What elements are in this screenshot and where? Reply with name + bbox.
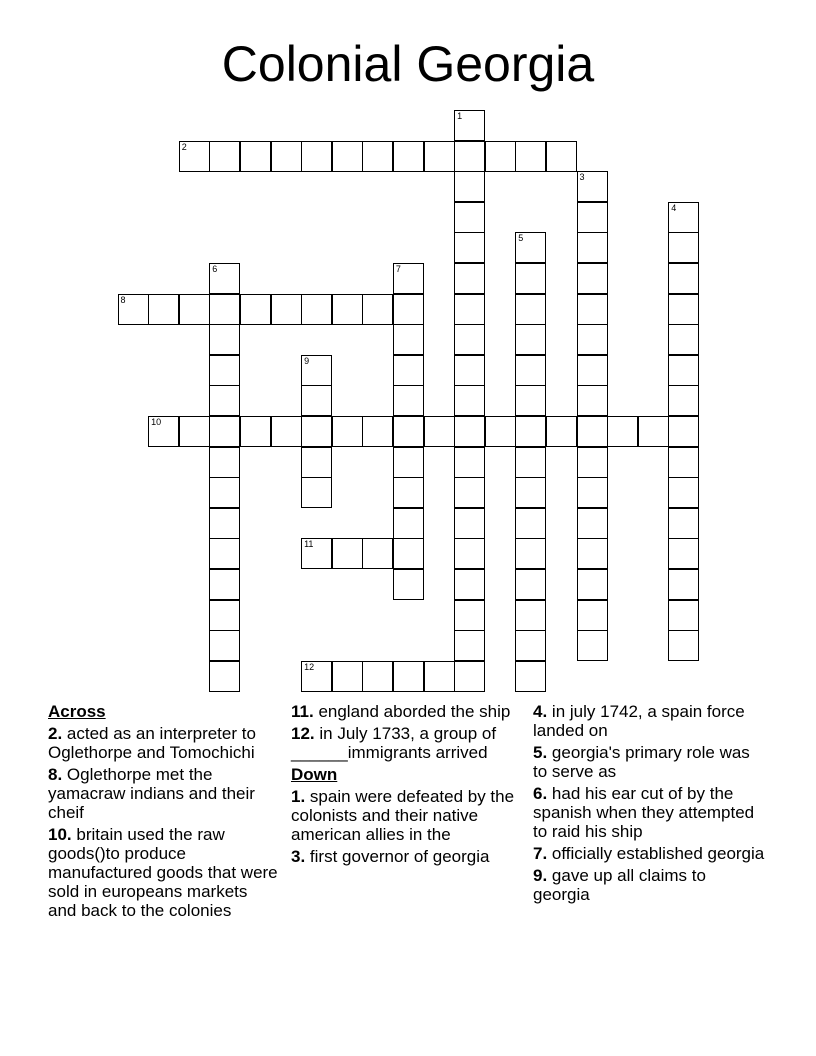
- grid-cell[interactable]: [209, 141, 240, 172]
- grid-cell[interactable]: [515, 600, 546, 631]
- grid-cell[interactable]: [668, 385, 699, 416]
- grid-cell[interactable]: [515, 569, 546, 600]
- grid-cell[interactable]: [301, 294, 332, 325]
- grid-cell[interactable]: [301, 141, 332, 172]
- grid-cell[interactable]: [179, 141, 210, 172]
- grid-cell[interactable]: [454, 661, 485, 692]
- down-clue-1: 1. spain were defeated by the colonists and their native american allies in the: [291, 787, 515, 844]
- down-clue-7: 7. officially established georgia: [533, 844, 765, 863]
- grid-cell[interactable]: [668, 477, 699, 508]
- grid-cell[interactable]: [332, 141, 363, 172]
- grid-cell[interactable]: [638, 416, 669, 447]
- grid-cell[interactable]: [668, 263, 699, 294]
- grid-cell[interactable]: [515, 324, 546, 355]
- grid-cell[interactable]: [209, 385, 240, 416]
- cell-number: 6: [212, 264, 218, 274]
- grid-cell[interactable]: [668, 508, 699, 539]
- grid-cell[interactable]: [546, 141, 577, 172]
- grid-cell[interactable]: [454, 416, 485, 447]
- grid-cell[interactable]: [332, 538, 363, 569]
- grid-cell[interactable]: [424, 141, 455, 172]
- grid-cell[interactable]: [668, 538, 699, 569]
- grid-cell[interactable]: [515, 447, 546, 478]
- grid-cell[interactable]: [454, 355, 485, 386]
- grid-cell[interactable]: [393, 477, 424, 508]
- grid-cell[interactable]: [515, 355, 546, 386]
- grid-cell[interactable]: [577, 202, 608, 233]
- clue-column-3: [533, 702, 765, 907]
- grid-cell[interactable]: [148, 294, 179, 325]
- grid-cell[interactable]: [668, 355, 699, 386]
- grid-cell[interactable]: [393, 141, 424, 172]
- across-clue-12: 12. in July 1733, a group of ______immigrants arrived: [291, 724, 497, 762]
- grid-cell[interactable]: [454, 447, 485, 478]
- grid-cell[interactable]: [240, 294, 271, 325]
- grid-cell[interactable]: [209, 661, 240, 692]
- grid-cell[interactable]: [607, 416, 638, 447]
- grid-cell[interactable]: [209, 324, 240, 355]
- cell-number: 8: [120, 294, 126, 305]
- grid-cell[interactable]: [301, 385, 332, 416]
- down-clue-9: 9. gave up all claims to georgia: [533, 866, 706, 904]
- grid-cell[interactable]: [454, 569, 485, 600]
- grid-cell[interactable]: [393, 355, 424, 386]
- grid-cell[interactable]: [668, 294, 699, 325]
- grid-cell[interactable]: [209, 630, 240, 661]
- cell-number: 9: [304, 355, 310, 366]
- grid-cell[interactable]: [271, 294, 302, 325]
- grid-cell[interactable]: [515, 263, 546, 294]
- grid-cell[interactable]: [577, 416, 608, 447]
- grid-cell[interactable]: [454, 232, 485, 263]
- grid-cell[interactable]: [393, 263, 424, 294]
- grid-cell[interactable]: [668, 416, 699, 447]
- grid-cell[interactable]: [393, 538, 424, 569]
- grid-cell[interactable]: [209, 477, 240, 508]
- grid-cell[interactable]: [301, 355, 332, 386]
- across-clue-8: 8. Oglethorpe met the yamacraw indians and their cheif: [48, 765, 255, 822]
- grid-cell[interactable]: [454, 110, 485, 141]
- grid-cell[interactable]: [393, 416, 424, 447]
- grid-cell[interactable]: [301, 538, 332, 569]
- grid-cell[interactable]: [668, 202, 699, 233]
- grid-cell[interactable]: [668, 324, 699, 355]
- grid-cell[interactable]: [209, 538, 240, 569]
- grid-cell[interactable]: [577, 355, 608, 386]
- cell-number: 7: [395, 264, 401, 274]
- grid-cell[interactable]: [362, 294, 393, 325]
- grid-cell[interactable]: [332, 294, 363, 325]
- grid-cell[interactable]: [454, 477, 485, 508]
- grid-cell[interactable]: [332, 661, 363, 692]
- grid-cell[interactable]: [454, 538, 485, 569]
- clue-column-1: [48, 702, 280, 923]
- grid-cell[interactable]: [240, 141, 271, 172]
- grid-cell[interactable]: [179, 416, 210, 447]
- grid-cell[interactable]: [454, 508, 485, 539]
- grid-cell[interactable]: [577, 263, 608, 294]
- grid-cell[interactable]: [515, 630, 546, 661]
- grid-cell[interactable]: [577, 600, 608, 631]
- grid-cell[interactable]: [454, 324, 485, 355]
- grid-cell[interactable]: [454, 600, 485, 631]
- cell-number: 12: [304, 661, 315, 672]
- grid-cell[interactable]: [393, 447, 424, 478]
- grid-cell[interactable]: [577, 569, 608, 600]
- grid-cell[interactable]: [668, 447, 699, 478]
- grid-cell[interactable]: [515, 385, 546, 416]
- grid-cell[interactable]: [393, 294, 424, 325]
- grid-cell[interactable]: [424, 661, 455, 692]
- grid-cell[interactable]: [577, 477, 608, 508]
- grid-cell[interactable]: [577, 294, 608, 325]
- grid-cell[interactable]: [515, 477, 546, 508]
- grid-cell[interactable]: [454, 630, 485, 661]
- grid-cell[interactable]: [515, 294, 546, 325]
- grid-cell[interactable]: [454, 171, 485, 202]
- down-clue-3: 3. first governor of georgia: [291, 847, 490, 866]
- across-clue-10: 10. britain used the raw goods()to produce manufactured goods that were sold in europeans markets and back to the colonies: [48, 825, 278, 920]
- grid-cell[interactable]: [209, 294, 240, 325]
- cell-number: 2: [181, 141, 187, 152]
- grid-cell[interactable]: [393, 661, 424, 692]
- grid-cell[interactable]: [393, 508, 424, 539]
- grid-cell[interactable]: [301, 447, 332, 478]
- grid-cell[interactable]: [240, 416, 271, 447]
- grid-cell[interactable]: [209, 263, 240, 294]
- cell-number: 1: [457, 111, 463, 121]
- grid-cell[interactable]: [393, 569, 424, 600]
- grid-cell[interactable]: [209, 569, 240, 600]
- grid-cell[interactable]: [577, 232, 608, 263]
- grid-cell[interactable]: [577, 171, 608, 202]
- clue-column-2: [291, 702, 523, 869]
- cell-number: 4: [671, 202, 677, 213]
- down-clue-6: 6. had his ear cut of by the spanish when they attempted to raid his ship: [533, 784, 755, 841]
- grid-cell[interactable]: [454, 263, 485, 294]
- grid-cell[interactable]: [515, 508, 546, 539]
- down-heading: Down: [291, 765, 338, 784]
- grid-cell[interactable]: [668, 232, 699, 263]
- grid-cell[interactable]: [515, 141, 546, 172]
- grid-cell[interactable]: [668, 569, 699, 600]
- grid-cell[interactable]: [515, 416, 546, 447]
- grid-cell[interactable]: [393, 385, 424, 416]
- down-clue-4: 4. in july 1742, a spain force landed on: [533, 702, 745, 740]
- grid-cell[interactable]: [454, 202, 485, 233]
- cell-number: 11: [304, 539, 314, 550]
- grid-cell[interactable]: [546, 416, 577, 447]
- grid-cell[interactable]: [209, 508, 240, 539]
- grid-cell[interactable]: [209, 355, 240, 386]
- grid-cell[interactable]: [515, 232, 546, 263]
- cell-number: 5: [518, 233, 524, 244]
- grid-cell[interactable]: [271, 141, 302, 172]
- grid-cell[interactable]: [209, 416, 240, 447]
- across-clue-11: 11. england aborded the ship: [291, 702, 511, 721]
- grid-cell[interactable]: [515, 661, 546, 692]
- across-heading: Across: [48, 702, 106, 721]
- across-clue-2: 2. acted as an interpreter to Oglethorpe and Tomochichi: [48, 724, 256, 762]
- grid-cell[interactable]: [577, 538, 608, 569]
- cell-number: 10: [151, 417, 162, 427]
- grid-cell[interactable]: [454, 141, 485, 172]
- grid-cell[interactable]: [577, 324, 608, 355]
- grid-cell[interactable]: [515, 538, 546, 569]
- grid-cell[interactable]: [577, 447, 608, 478]
- grid-cell[interactable]: [454, 385, 485, 416]
- grid-cell[interactable]: [362, 538, 393, 569]
- grid-cell[interactable]: [577, 508, 608, 539]
- cell-number: 3: [579, 172, 585, 183]
- down-clue-5: 5. georgia's primary role was to serve as: [533, 743, 750, 781]
- grid-cell[interactable]: [209, 600, 240, 631]
- grid-cell[interactable]: [209, 447, 240, 478]
- grid-cell[interactable]: [485, 416, 516, 447]
- grid-cell[interactable]: [179, 294, 210, 325]
- grid-cell[interactable]: [577, 385, 608, 416]
- grid-cell[interactable]: [362, 416, 393, 447]
- grid-cell[interactable]: [577, 630, 608, 661]
- grid-cell[interactable]: [485, 141, 516, 172]
- puzzle-title: Colonial Georgia: [221, 36, 595, 92]
- grid-cell[interactable]: [393, 324, 424, 355]
- grid-cell[interactable]: [424, 416, 455, 447]
- grid-cell[interactable]: [118, 294, 149, 325]
- grid-cell[interactable]: [362, 141, 393, 172]
- grid-cell[interactable]: [301, 416, 332, 447]
- grid-cell[interactable]: [301, 661, 332, 692]
- grid-cell[interactable]: [271, 416, 302, 447]
- grid-cell[interactable]: [454, 294, 485, 325]
- grid-cell[interactable]: [332, 416, 363, 447]
- grid-cell[interactable]: [668, 630, 699, 661]
- grid-cell[interactable]: [301, 477, 332, 508]
- grid-cell[interactable]: [668, 600, 699, 631]
- grid-cell[interactable]: [148, 416, 179, 447]
- grid-cell[interactable]: [362, 661, 393, 692]
